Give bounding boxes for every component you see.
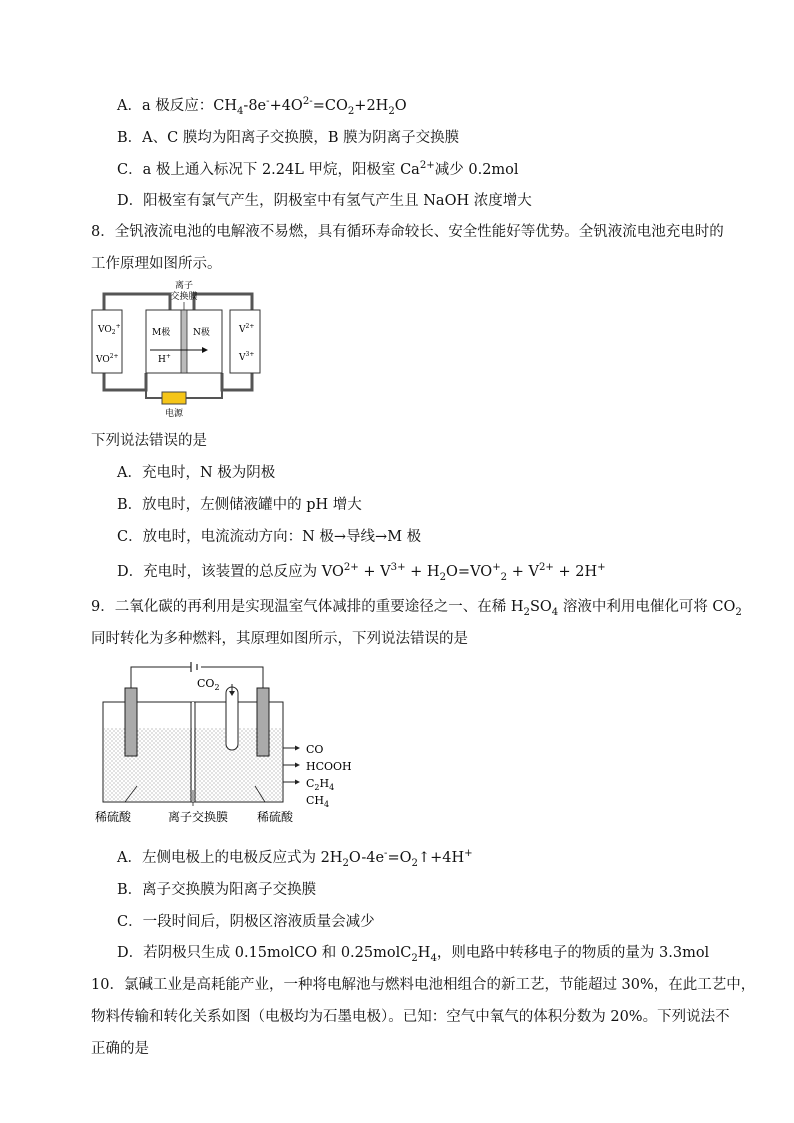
svg-text:HCOOH: HCOOH: [306, 760, 352, 773]
q7-option-d: D．阳极室有氯气产生，阴极室中有氢气产生且 NaOH 浓度增大: [117, 193, 532, 209]
svg-text:稀硫酸: 稀硫酸: [95, 810, 132, 824]
co2-electrolysis-diagram: [95, 660, 375, 830]
q8-question: 下列说法错误的是: [91, 433, 207, 449]
q8-option-c: C．放电时，电流流动方向：N 极→导线→M 极: [117, 529, 422, 545]
svg-text:VO2+: $VO^{2+}$: [96, 353, 119, 365]
membrane: [181, 310, 187, 373]
power-label: 电源: [164, 409, 184, 419]
power-supply: [162, 392, 186, 404]
membrane-label-2: 交换膜: [170, 292, 198, 302]
q8-option-a: A．充电时，N 极为阴极: [117, 465, 276, 481]
q9-stem-line1: 9．二氧化碳的再利用是实现温室气体减排的重要途径之一、在稀 $H_2SO_4$ 溶液中利用电催化可将 $CO_2$: [91, 599, 742, 618]
q8-option-d: D．充电时，该装置的总反应为 $VO^{2+} + V^{3+} + H_2O=VO^+_2 + V^{2+} + 2H^+$: [117, 562, 606, 583]
right-electrode: [257, 688, 269, 756]
svg-text:离子交换膜: 离子交换膜: [168, 810, 229, 824]
q8-option-b: B．放电时，左侧储液罐中的 pH 增大: [117, 497, 362, 513]
svg-text:V2+: $V^{2+}$: [239, 323, 255, 335]
svg-text:N极: N极: [193, 328, 210, 338]
svg-text:CO: CO: [306, 743, 324, 756]
svg-text:VO2+: $VO_2^+$: [98, 323, 121, 336]
q7-option-a: A．a 极反应：$CH_4-8e^-+4O^{2-}=CO_2+2H_2O$: [117, 96, 407, 117]
svg-text:稀硫酸: 稀硫酸: [257, 810, 294, 824]
svg-text:CO2: $CO_2$: [197, 677, 220, 692]
vanadium-battery-diagram: [90, 280, 280, 420]
q7-option-b: B．A、C 膜均为阳离子交换膜，B 膜为阴离子交换膜: [117, 130, 460, 146]
q9-option-b: B．离子交换膜为阳离子交换膜: [117, 882, 317, 898]
q10-stem-line3: 正确的是: [91, 1041, 149, 1057]
q10-stem-line1: 10．氯碱工业是高耗能产业，一种将电解池与燃料电池相组合的新工艺，节能超过 30%，在此工艺中，: [91, 977, 756, 993]
q9-stem-line2: 同时转化为多种燃料，其原理如图所示，下列说法错误的是: [91, 631, 468, 647]
svg-text:CH4: $CH_4$: [306, 794, 330, 809]
right-tank: [230, 310, 260, 373]
svg-text:M极: M极: [152, 328, 171, 338]
q9-option-d: D．若阴极只生成 0.15molCO 和 $0.25molC_2H_4$，则电路中转移电子的物质的量为 3.3mol: [117, 945, 710, 964]
membrane-label-1: 离子: [174, 281, 194, 291]
svg-text:C2H4: $C_2H_4$: [306, 777, 335, 792]
q9-option-c: C．一段时间后，阴极区溶液质量会减少: [117, 914, 375, 930]
q10-stem-line2: 物料传输和转化关系如图（电极均为石墨电极）。已知：空气中氧气的体积分数为 20%。下列说法不: [91, 1009, 730, 1025]
q8-stem-line1: 8．全钒液流电池的电解液不易燃，具有循环寿命较长、安全性能好等优势。全钒液流电池充电时的: [91, 224, 724, 240]
svg-text:V3+: $V^{3+}$: [239, 351, 255, 363]
left-electrode: [125, 688, 137, 756]
co2-tube: [226, 687, 238, 750]
q9-option-a: A．左侧电极上的电极反应式为 $2H_2O-4e^-=O_2↑+4H^+$: [117, 848, 473, 869]
svg-text:H+: H+: [158, 353, 171, 365]
q7-option-c: C．a 极上通入标况下 2.24L 甲烷，阳极室 $Ca^{2+}$减少 0.2mol: [117, 160, 519, 178]
q8-stem-line2: 工作原理如图所示。: [91, 256, 222, 272]
